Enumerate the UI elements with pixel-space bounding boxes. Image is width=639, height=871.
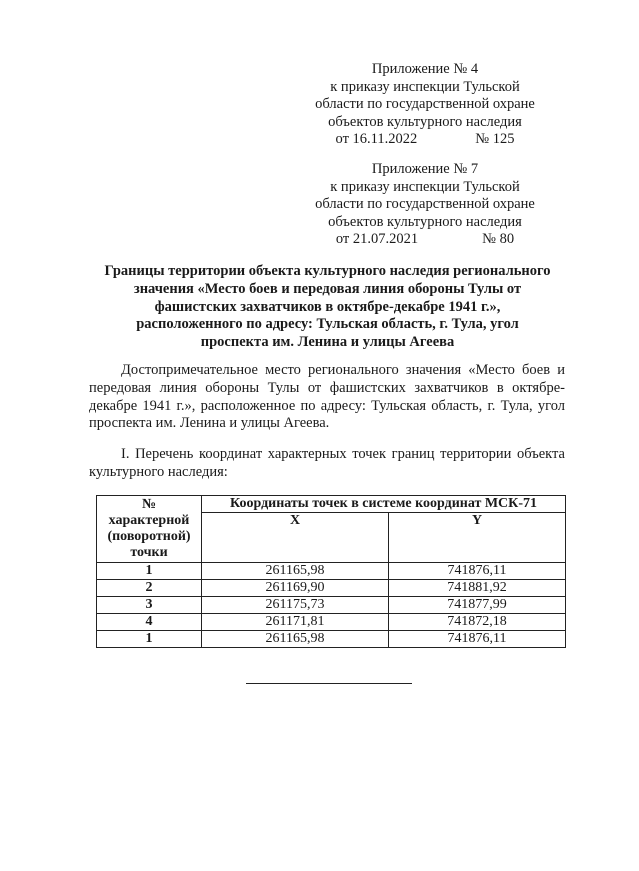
- title-line: расположенного по адресу: Тульская область, г. Тула, угол: [136, 316, 519, 333]
- header-line: характерной: [108, 513, 190, 528]
- header-line: точки: [130, 545, 168, 560]
- appendix-order-number: № 125: [475, 131, 515, 147]
- y-cell: 741872,18: [389, 614, 566, 631]
- table-row: [97, 580, 566, 597]
- appendix-line: к приказу инспекции Тульской: [330, 178, 520, 195]
- appendix-title: Приложение № 7: [371, 161, 479, 177]
- table-row: [97, 597, 566, 614]
- appendix-line: области по государственной охране: [315, 96, 535, 112]
- title-line: проспекта им. Ленина и улицы Агеева: [200, 334, 455, 351]
- point-number-cell: 4: [97, 614, 202, 631]
- x-cell: 261169,90: [202, 580, 389, 597]
- appendix-block-1: [300, 61, 550, 149]
- point-number-cell: 1: [97, 631, 202, 648]
- title-line: Границы территории объекта культурного наследия регионального: [104, 263, 551, 279]
- appendix-date: от 16.11.2022: [335, 131, 418, 147]
- point-number-header: [97, 496, 202, 563]
- section-paragraph: I. Перечень координат характерных точек границ территории объекта культурного наследия:: [89, 446, 565, 480]
- appendix-block-2: [300, 161, 550, 249]
- y-cell: 741881,92: [389, 580, 566, 597]
- coordinates-table: [96, 495, 566, 648]
- x-cell: 261175,73: [202, 597, 389, 614]
- y-header: Y: [389, 513, 566, 563]
- appendix-date: от 21.07.2021: [335, 231, 419, 247]
- table-header-row: [97, 496, 566, 513]
- table-row: [97, 631, 566, 648]
- header-line: №: [141, 497, 157, 512]
- appendix-line: объектов культурного наследия: [328, 213, 522, 230]
- appendix-line: объектов культурного наследия: [328, 113, 522, 130]
- closing-divider: [246, 683, 412, 684]
- x-cell: 261165,98: [202, 563, 389, 580]
- document-title: [90, 263, 565, 352]
- x-cell: 261171,81: [202, 614, 389, 631]
- appendix-line: области по государственной охране: [315, 196, 535, 212]
- appendix-line: к приказу инспекции Тульской: [330, 78, 520, 95]
- point-number-cell: 2: [97, 580, 202, 597]
- appendix-title: Приложение № 4: [371, 61, 479, 77]
- x-header: X: [202, 513, 389, 563]
- intro-paragraph: Достопримечательное место регионального значения «Место боев и передовая линия обороны Тулы от фашистских захватчиков в октябре-декабре 1941 г.», расположенное по адресу: Тульская область, г. Тула, угол проспекта им. Ленина и улицы Агеева.: [89, 362, 565, 432]
- appendix-date-order: [300, 231, 550, 249]
- title-line: значения «Место боев и передовая линия обороны Тулы от: [133, 280, 522, 297]
- coordinates-group-header: Координаты точек в системе координат МСК-71: [202, 496, 566, 513]
- table-row: [97, 563, 566, 580]
- point-number-cell: 1: [97, 563, 202, 580]
- appendix-date-order: [300, 131, 550, 149]
- title-line: фашистских захватчиков в октябре-декабре 1941 г.»,: [154, 298, 501, 315]
- y-cell: 741877,99: [389, 597, 566, 614]
- point-number-cell: 3: [97, 597, 202, 614]
- y-cell: 741876,11: [389, 631, 566, 648]
- table-row: [97, 614, 566, 631]
- header-line: (поворотной): [107, 529, 191, 544]
- appendix-order-number: № 80: [482, 231, 515, 247]
- x-cell: 261165,98: [202, 631, 389, 648]
- y-cell: 741876,11: [389, 563, 566, 580]
